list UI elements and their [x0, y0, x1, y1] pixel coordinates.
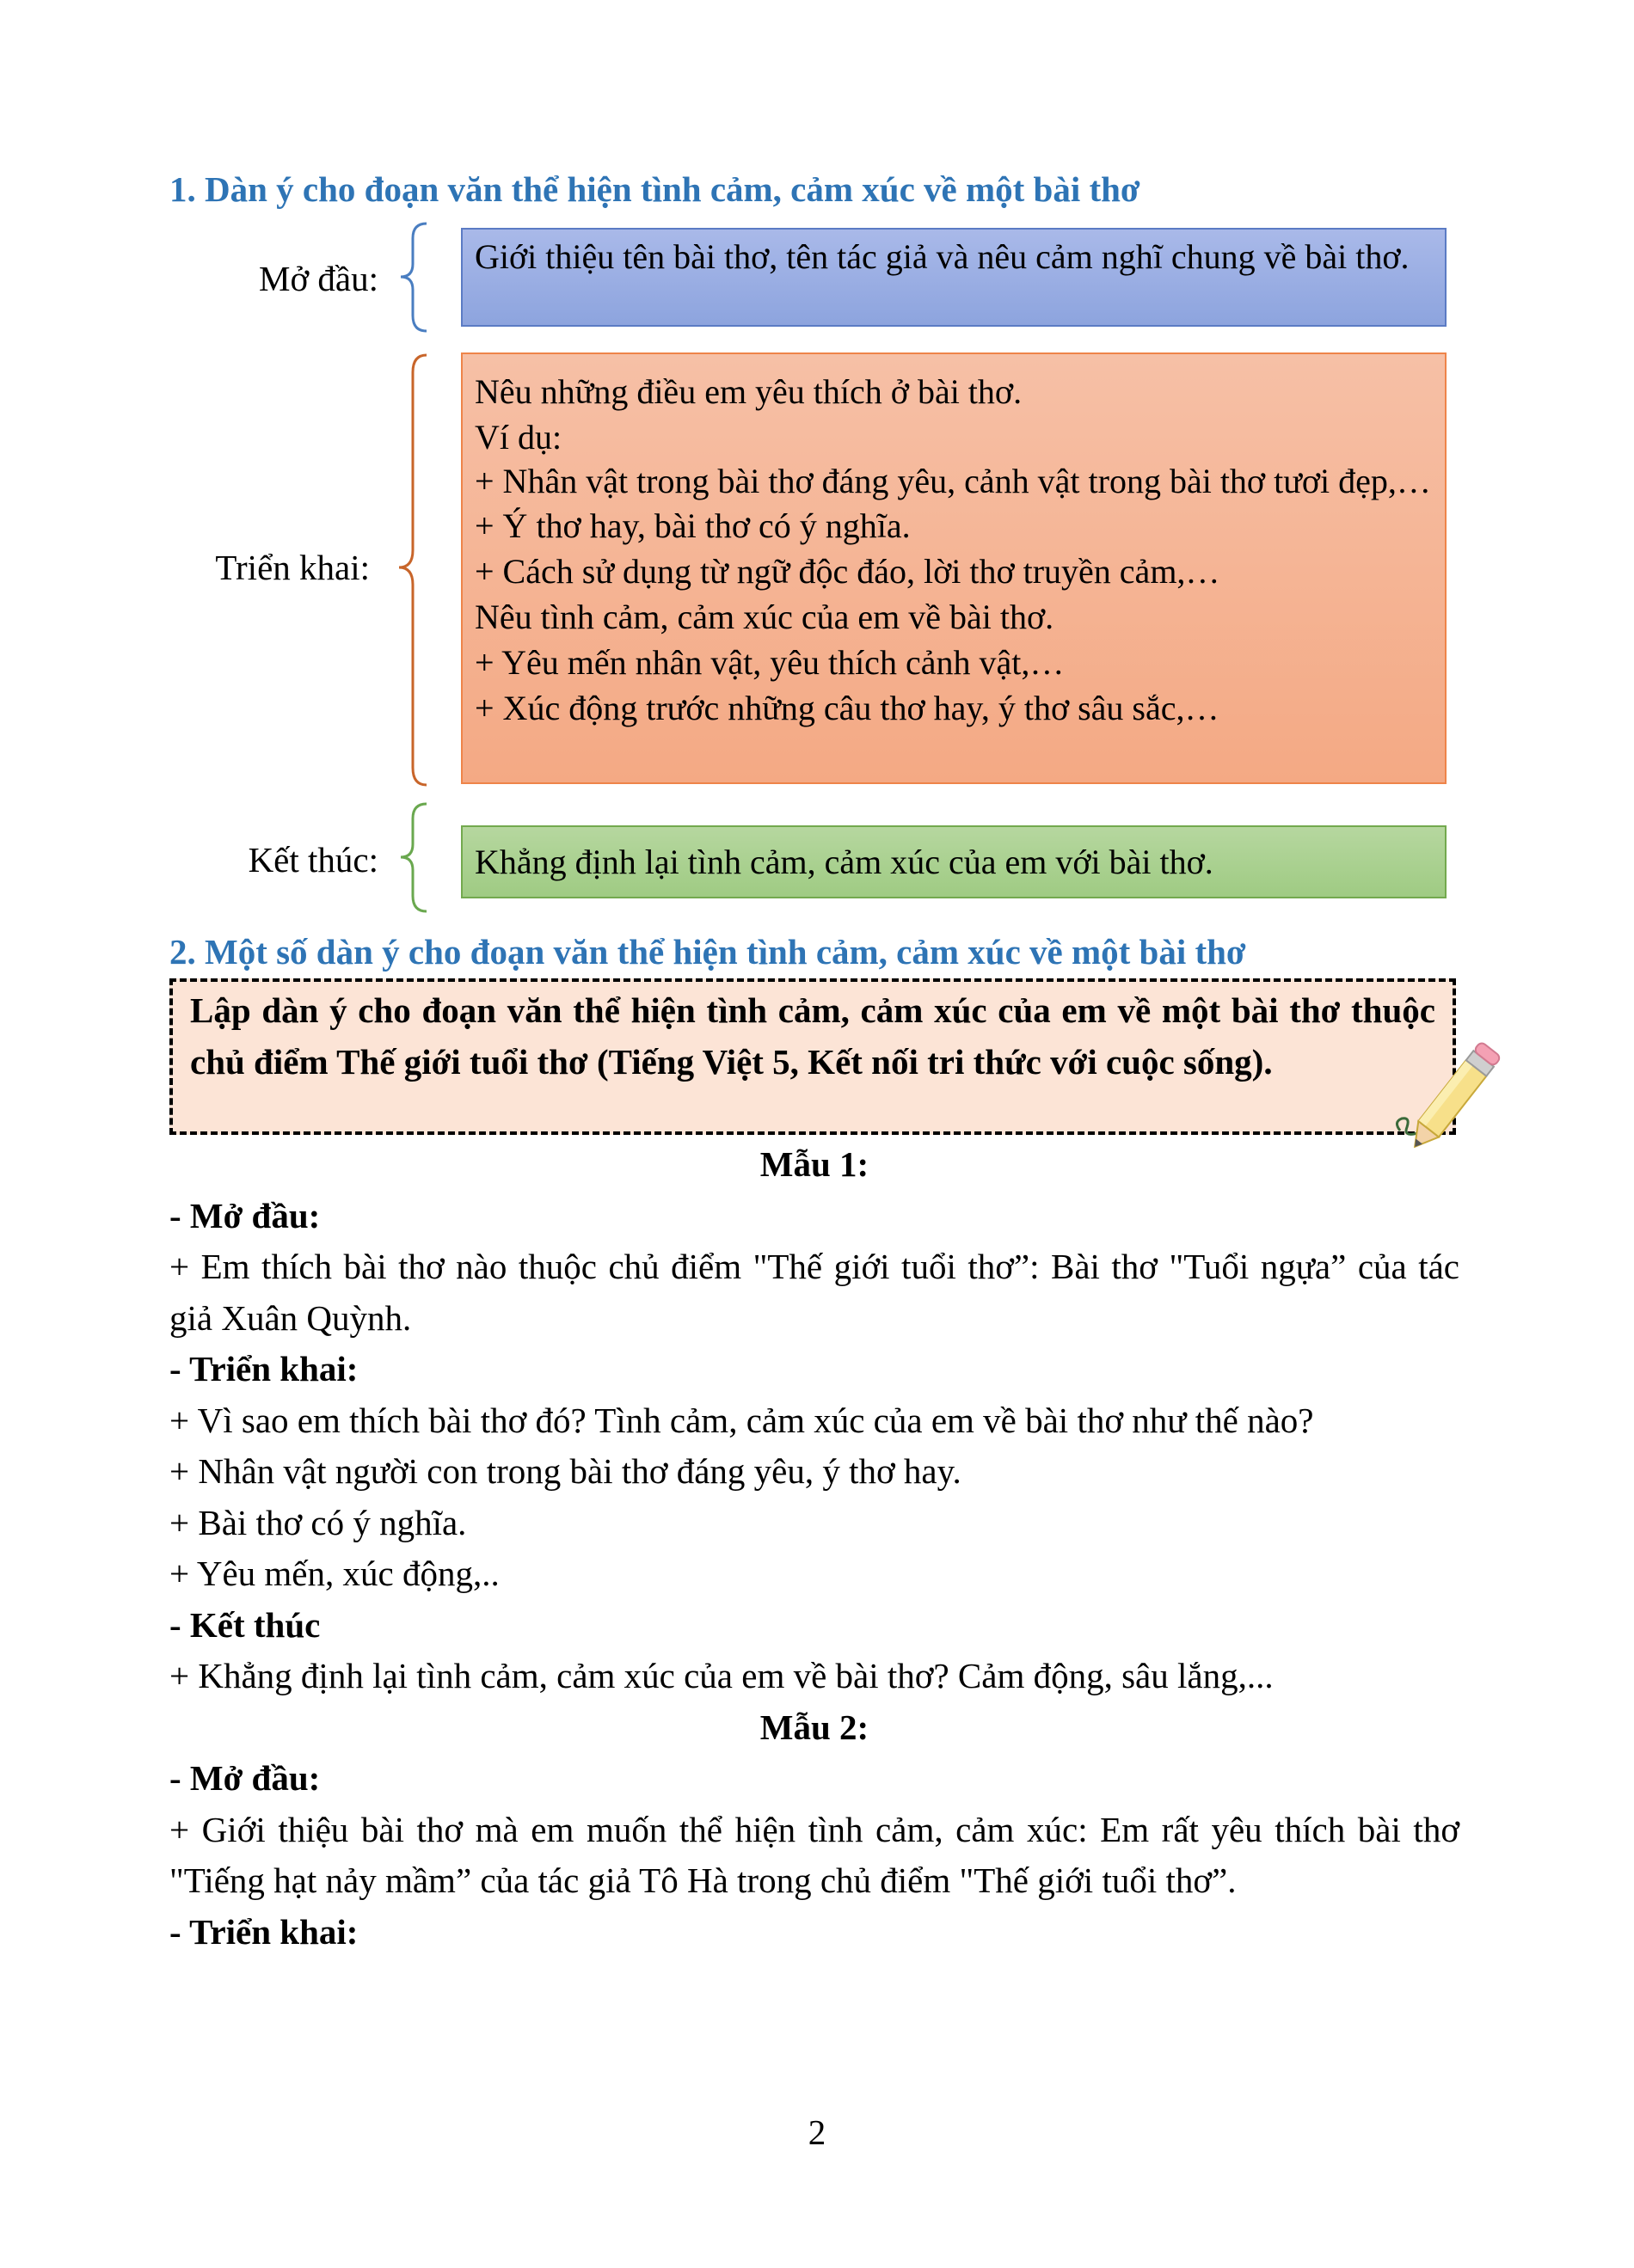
brace-ket-thuc	[394, 800, 437, 916]
mau2-title: Mẫu 2:	[759, 1707, 869, 1747]
mau1-ket-thuc-text: + Khẳng định lại tình cảm, cảm xúc của em về bài thơ? Cảm động, sâu lắng,...	[169, 1656, 1274, 1695]
brace-trien-khai	[392, 351, 435, 789]
samples-content	[169, 1139, 1459, 1958]
trien-khai-line: + Xúc động trước những câu thơ hay, ý thơ sâu sắc,…	[475, 689, 1219, 727]
mo-dau-text: Giới thiệu tên bài thơ, tên tác giả và nêu cảm nghĩ chung về bài thơ.	[475, 237, 1410, 276]
task-box	[169, 978, 1456, 1135]
mau1-mo-dau-label: - Mở đầu:	[169, 1195, 321, 1235]
page-number: 2	[808, 2112, 826, 2152]
trien-khai-line: + Nhân vật trong bài thơ đáng yêu, cảnh vật trong bài thơ tươi đẹp,…	[475, 462, 1431, 500]
trien-khai-line: Nêu tình cảm, cảm xúc của em về bài thơ.	[475, 598, 1054, 636]
trien-khai-line: Ví dụ:	[475, 418, 562, 457]
task-text: Lập dàn ý cho đoạn văn thể hiện tình cảm, cảm xúc của em về một bài thơ thuộc chủ điểm Thế giới tuổi thơ (Tiếng Việt 5, Kết nối tri thức với cuộc sống).	[190, 990, 1435, 1082]
mau1-trien-khai-line: + Vì sao em thích bài thơ đó? Tình cảm, cảm xúc của em về bài thơ như thế nào?	[169, 1400, 1314, 1440]
trien-khai-line: + Ý thơ hay, bài thơ có ý nghĩa.	[475, 506, 911, 545]
mau1-trien-khai-label: - Triển khai:	[169, 1349, 359, 1388]
mau1-trien-khai-line: + Nhân vật người con trong bài thơ đáng yêu, ý thơ hay.	[169, 1451, 961, 1491]
mau1-ket-thuc-label: - Kết thúc	[169, 1604, 321, 1645]
ket-thuc-label: Kết thúc:	[248, 840, 378, 880]
mau1-title: Mẫu 1:	[759, 1144, 869, 1184]
section1-heading: 1. Dàn ý cho đoạn văn thể hiện tình cảm, cảm xúc về một bài thơ	[169, 169, 1140, 209]
mau2-trien-khai-label: - Triển khai:	[169, 1911, 359, 1952]
mo-dau-box	[461, 228, 1447, 327]
mau2-mo-dau-label: - Mở đầu:	[169, 1758, 321, 1798]
ket-thuc-box	[461, 825, 1447, 898]
section2-heading: 2. Một số dàn ý cho đoạn văn thể hiện tình cảm, cảm xúc về một bài thơ	[169, 932, 1246, 972]
mau1-trien-khai-line: + Bài thơ có ý nghĩa.	[169, 1502, 467, 1542]
mau1-mo-dau-text: + Em thích bài thơ nào thuộc chủ điểm "Thế giới tuổi thơ”: Bài thơ "Tuổi ngựa” của tác giả Xuân Quỳnh.	[169, 1247, 1459, 1338]
pencil-icon	[1376, 1027, 1514, 1148]
trien-khai-line: + Cách sử dụng từ ngữ độc đáo, lời thơ truyền cảm,…	[475, 552, 1220, 591]
mau1-trien-khai-line: + Yêu mến, xúc động,..	[169, 1554, 500, 1593]
brace-mo-dau	[394, 219, 437, 335]
ket-thuc-text: Khẳng định lại tình cảm, cảm xúc của em với bài thơ.	[475, 843, 1213, 881]
mo-dau-label: Mở đầu:	[259, 259, 378, 298]
trien-khai-line: + Yêu mến nhân vật, yêu thích cảnh vật,…	[475, 643, 1065, 682]
trien-khai-label: Triển khai:	[215, 548, 370, 587]
trien-khai-line: Nêu những điều em yêu thích ở bài thơ.	[475, 372, 1023, 411]
trien-khai-box	[461, 352, 1447, 784]
mau2-mo-dau-text: + Giới thiệu bài thơ mà em muốn thể hiện tình cảm, cảm xúc: Em rất yêu thích bài thơ "Tiếng hạt nảy mầm” của tác giả Tô Hà trong chủ điểm "Thế giới tuổi thơ”.	[169, 1809, 1459, 1900]
